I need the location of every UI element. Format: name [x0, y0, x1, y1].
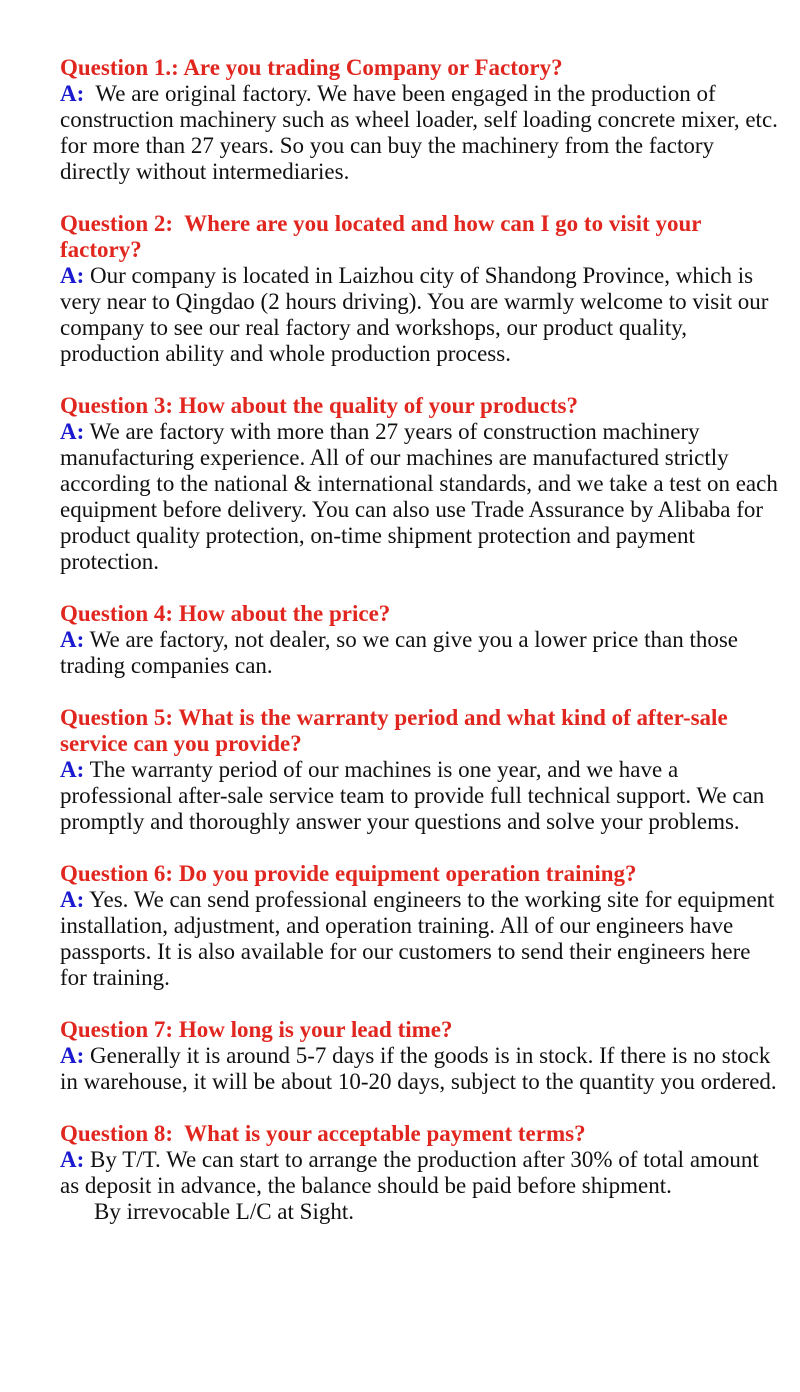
faq-item-7 [60, 1017, 780, 1095]
answer-label: A: [60, 263, 85, 288]
answer-7 [60, 1043, 780, 1095]
answer-label: A: [60, 81, 85, 106]
answer-label: A: [60, 627, 85, 652]
answer-5 [60, 757, 780, 835]
answer-text: By T/T. We can start to arrange the production after 30% of total amount as deposit in advance, the balance should be paid before shipment. [60, 1147, 765, 1198]
question-4: Question 4: How about the price? [60, 601, 391, 626]
answer-8 [60, 1147, 780, 1225]
answer-1 [60, 81, 784, 185]
question-3: Question 3: How about the quality of your products? [60, 393, 578, 418]
answer-text: Yes. We can send professional engineers to the working site for equipment installation, adjustment, and operation training. All of our engineers have passports. It is also available for our customers to send their engineers here for training. [60, 887, 781, 990]
question-7: Question 7: How long is your lead time? [60, 1017, 453, 1042]
faq-item-1 [60, 55, 784, 185]
faq-item-6 [60, 861, 780, 991]
question-5: Question 5: What is the warranty period and what kind of after-sale service can you provide? [60, 705, 734, 756]
answer-text: We are factory with more than 27 years of construction machinery manufacturing experience. All of our machines are manufactured strictly according to the national & international standards, and we take a test on each equipment before delivery. You can also use Trade Assurance by Alibaba for product quality protection, on-time shipment protection and payment protection. [60, 419, 784, 574]
faq-item-4 [60, 601, 780, 679]
question-6: Question 6: Do you provide equipment operation training? [60, 861, 637, 886]
faq-item-2 [60, 211, 780, 367]
answer-4 [60, 627, 780, 679]
faq-item-5 [60, 705, 780, 835]
answer-label: A: [60, 1043, 85, 1068]
answer-text: We are original factory. We have been engaged in the production of construction machinery such as wheel loader, self loading concrete mixer, etc. for more than 27 years. So you can buy the machinery from the factory directly without intermediaries. [60, 81, 784, 184]
question-8: Question 8: What is your acceptable payment terms? [60, 1121, 586, 1146]
faq-item-3 [60, 393, 784, 575]
question-1: Question 1.: Are you trading Company or Factory? [60, 55, 563, 80]
answer-3 [60, 419, 784, 575]
faq-item-8 [60, 1121, 780, 1225]
answer-label: A: [60, 757, 85, 782]
answer-label: A: [60, 1147, 85, 1172]
answer-label: A: [60, 887, 85, 912]
answer-text: Generally it is around 5-7 days if the goods is in stock. If there is no stock in warehouse, it will be about 10-20 days, subject to the quantity you ordered. [60, 1043, 777, 1094]
answer-2 [60, 263, 780, 367]
answer-text: The warranty period of our machines is one year, and we have a professional after-sale service team to provide full technical support. We can promptly and thoroughly answer your questions and solve your problems. [60, 757, 770, 834]
answer-extra-text: By irrevocable L/C at Sight. [94, 1199, 354, 1224]
question-2: Question 2: Where are you located and how can I go to visit your factory? [60, 211, 707, 262]
answer-label: A: [60, 419, 85, 444]
answer-text: We are factory, not dealer, so we can give you a lower price than those trading companies can. [60, 627, 744, 678]
answer-text: Our company is located in Laizhou city of Shandong Province, which is very near to Qingdao (2 hours driving). You are warmly welcome to visit our company to see our real factory and workshops, our product quality, production ability and whole production process. [60, 263, 775, 366]
answer-6 [60, 887, 780, 991]
